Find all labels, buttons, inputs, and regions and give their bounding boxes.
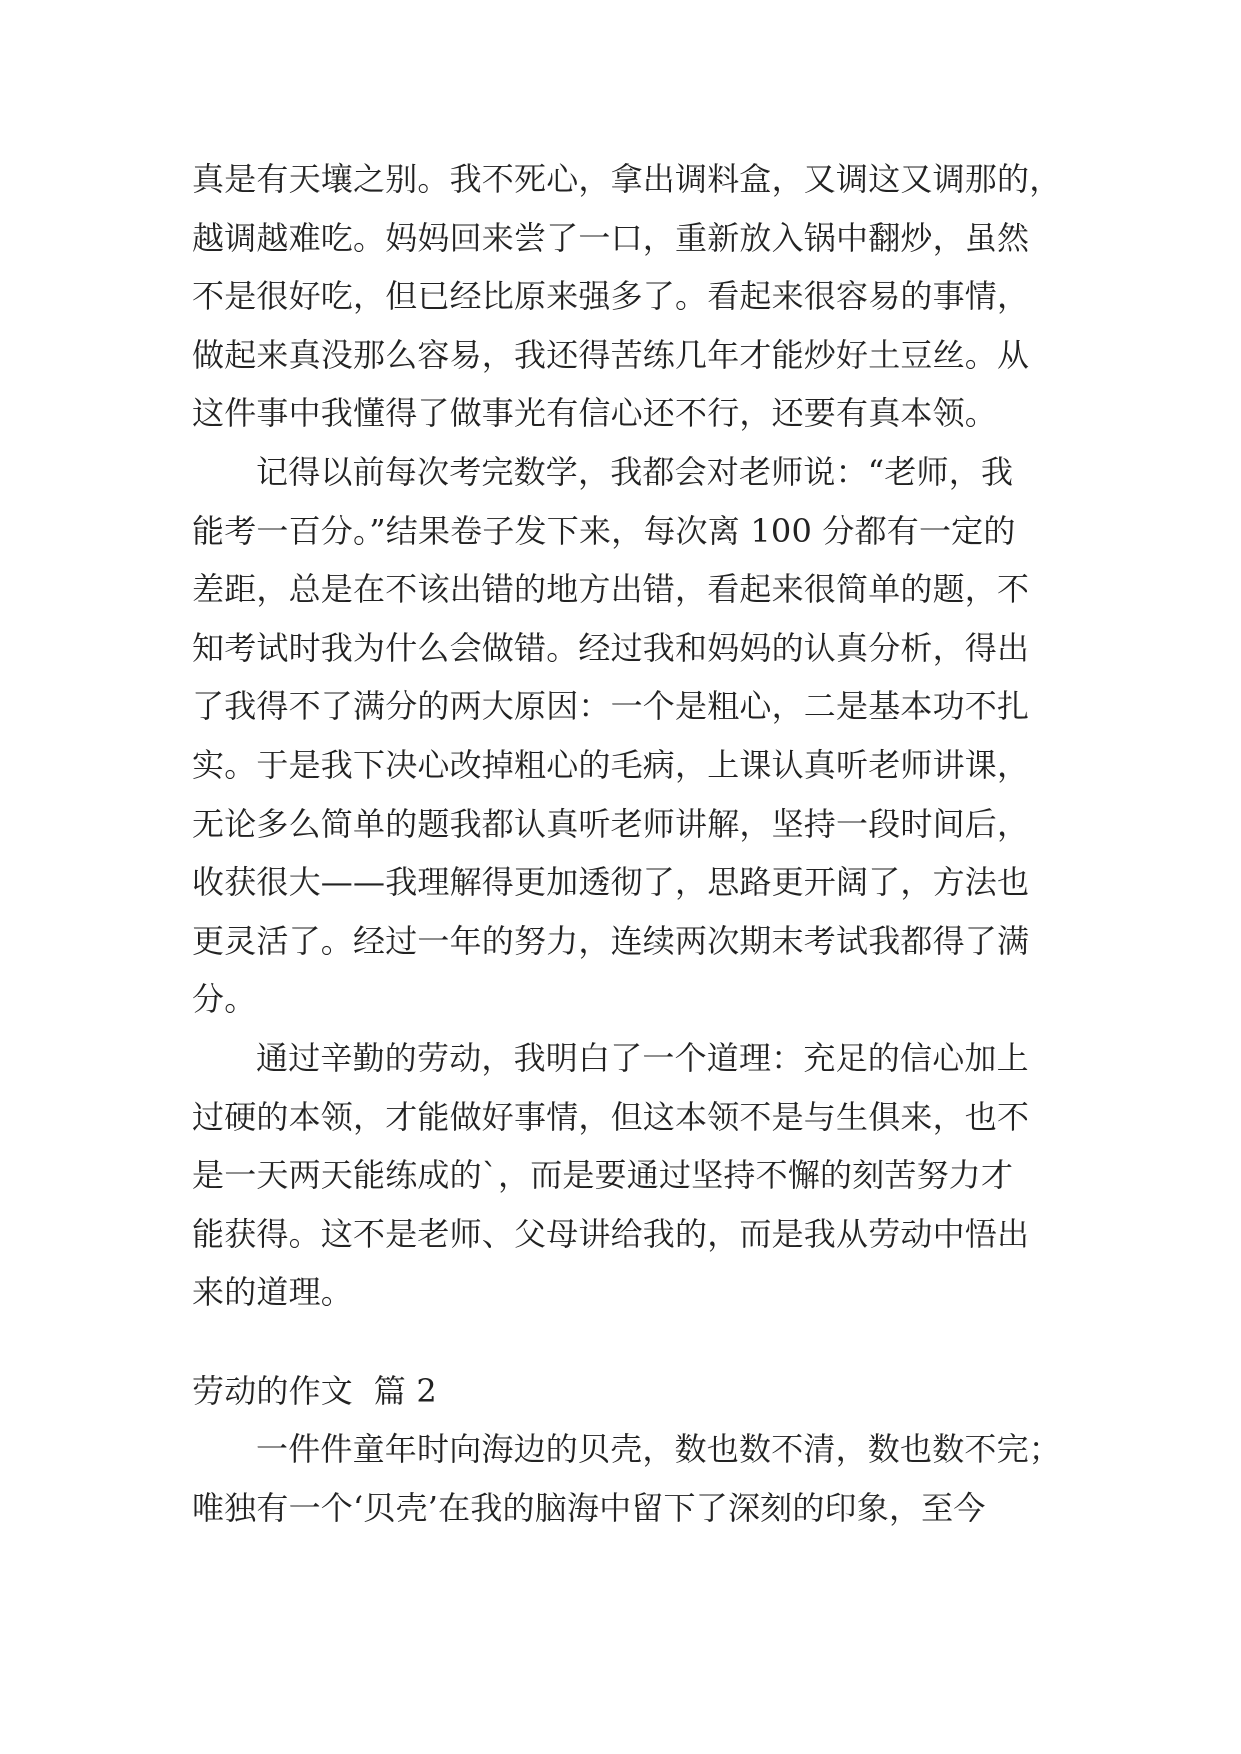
text-line: 分。 xyxy=(192,980,257,1019)
text-line: 更灵活了。经过一年的努力，连续两次期末考试我都得了满 xyxy=(192,921,1030,960)
text-line: 不是很好吃，但已经比原来强多了。看起来很容易的事情， xyxy=(192,277,1030,316)
text-line: 过硬的本领，才能做好事情，但这本领不是与生俱来，也不 xyxy=(192,1097,1030,1136)
document-body xyxy=(192,150,1062,1538)
paragraph-4 xyxy=(192,1420,1062,1537)
text-line: 实。于是我下决心改掉粗心的毛病，上课认真听老师讲课， xyxy=(192,745,1030,784)
text-line: 通过辛勤的劳动，我明白了一个道理：充足的信心加上 xyxy=(256,1038,1029,1077)
paragraph-3 xyxy=(192,1029,1062,1322)
text-line: 收获很大——我理解得更加透彻了，思路更开阔了，方法也 xyxy=(192,863,1030,902)
text-line: 来的道理。 xyxy=(192,1273,354,1312)
text-line: 这件事中我懂得了做事光有信心还不行，还要有真本领。 xyxy=(192,394,998,433)
text-line: 了我得不了满分的两大原因：一个是粗心，二是基本功不扎 xyxy=(192,687,1030,726)
text-line: 无论多么简单的题我都认真听老师讲解，坚持一段时间后， xyxy=(192,804,1030,843)
text-line: 一件件童年时向海边的贝壳，数也数不清，数也数不完； xyxy=(256,1430,1062,1469)
text-line: 能考一百分。”结果卷子发下来，每次离 100 分都有一定的 xyxy=(192,511,1016,550)
text-line: 做起来真没那么容易，我还得苦练几年才能炒好土豆丝。从 xyxy=(192,335,1030,374)
text-line: 唯独有一个‘贝壳’在我的脑海中留下了深刻的印象，至今 xyxy=(192,1489,986,1528)
text-line: 差距，总是在不该出错的地方出错，看起来很简单的题，不 xyxy=(192,570,1030,609)
text-line: 知考试时我为什么会做错。经过我和妈妈的认真分析，得出 xyxy=(192,628,1030,667)
text-line: 越调越难吃。妈妈回来尝了一口，重新放入锅中翻炒，虽然 xyxy=(192,218,1030,257)
section-heading: 劳动的作文 篇 2 xyxy=(192,1371,437,1410)
text-line: 真是有天壤之别。我不死心，拿出调料盒，又调这又调那的， xyxy=(192,160,1062,198)
paragraph-2 xyxy=(192,443,1062,1029)
text-line: 能获得。这不是老师、父母讲给我的，而是我从劳动中悟出 xyxy=(192,1214,1030,1253)
text-line: 记得以前每次考完数学，我都会对老师说：“老师，我 xyxy=(256,452,1014,491)
paragraph-1 xyxy=(192,150,1062,443)
text-line: 是一天两天能练成的`，而是要通过坚持不懈的刻苦努力才 xyxy=(192,1156,1014,1195)
